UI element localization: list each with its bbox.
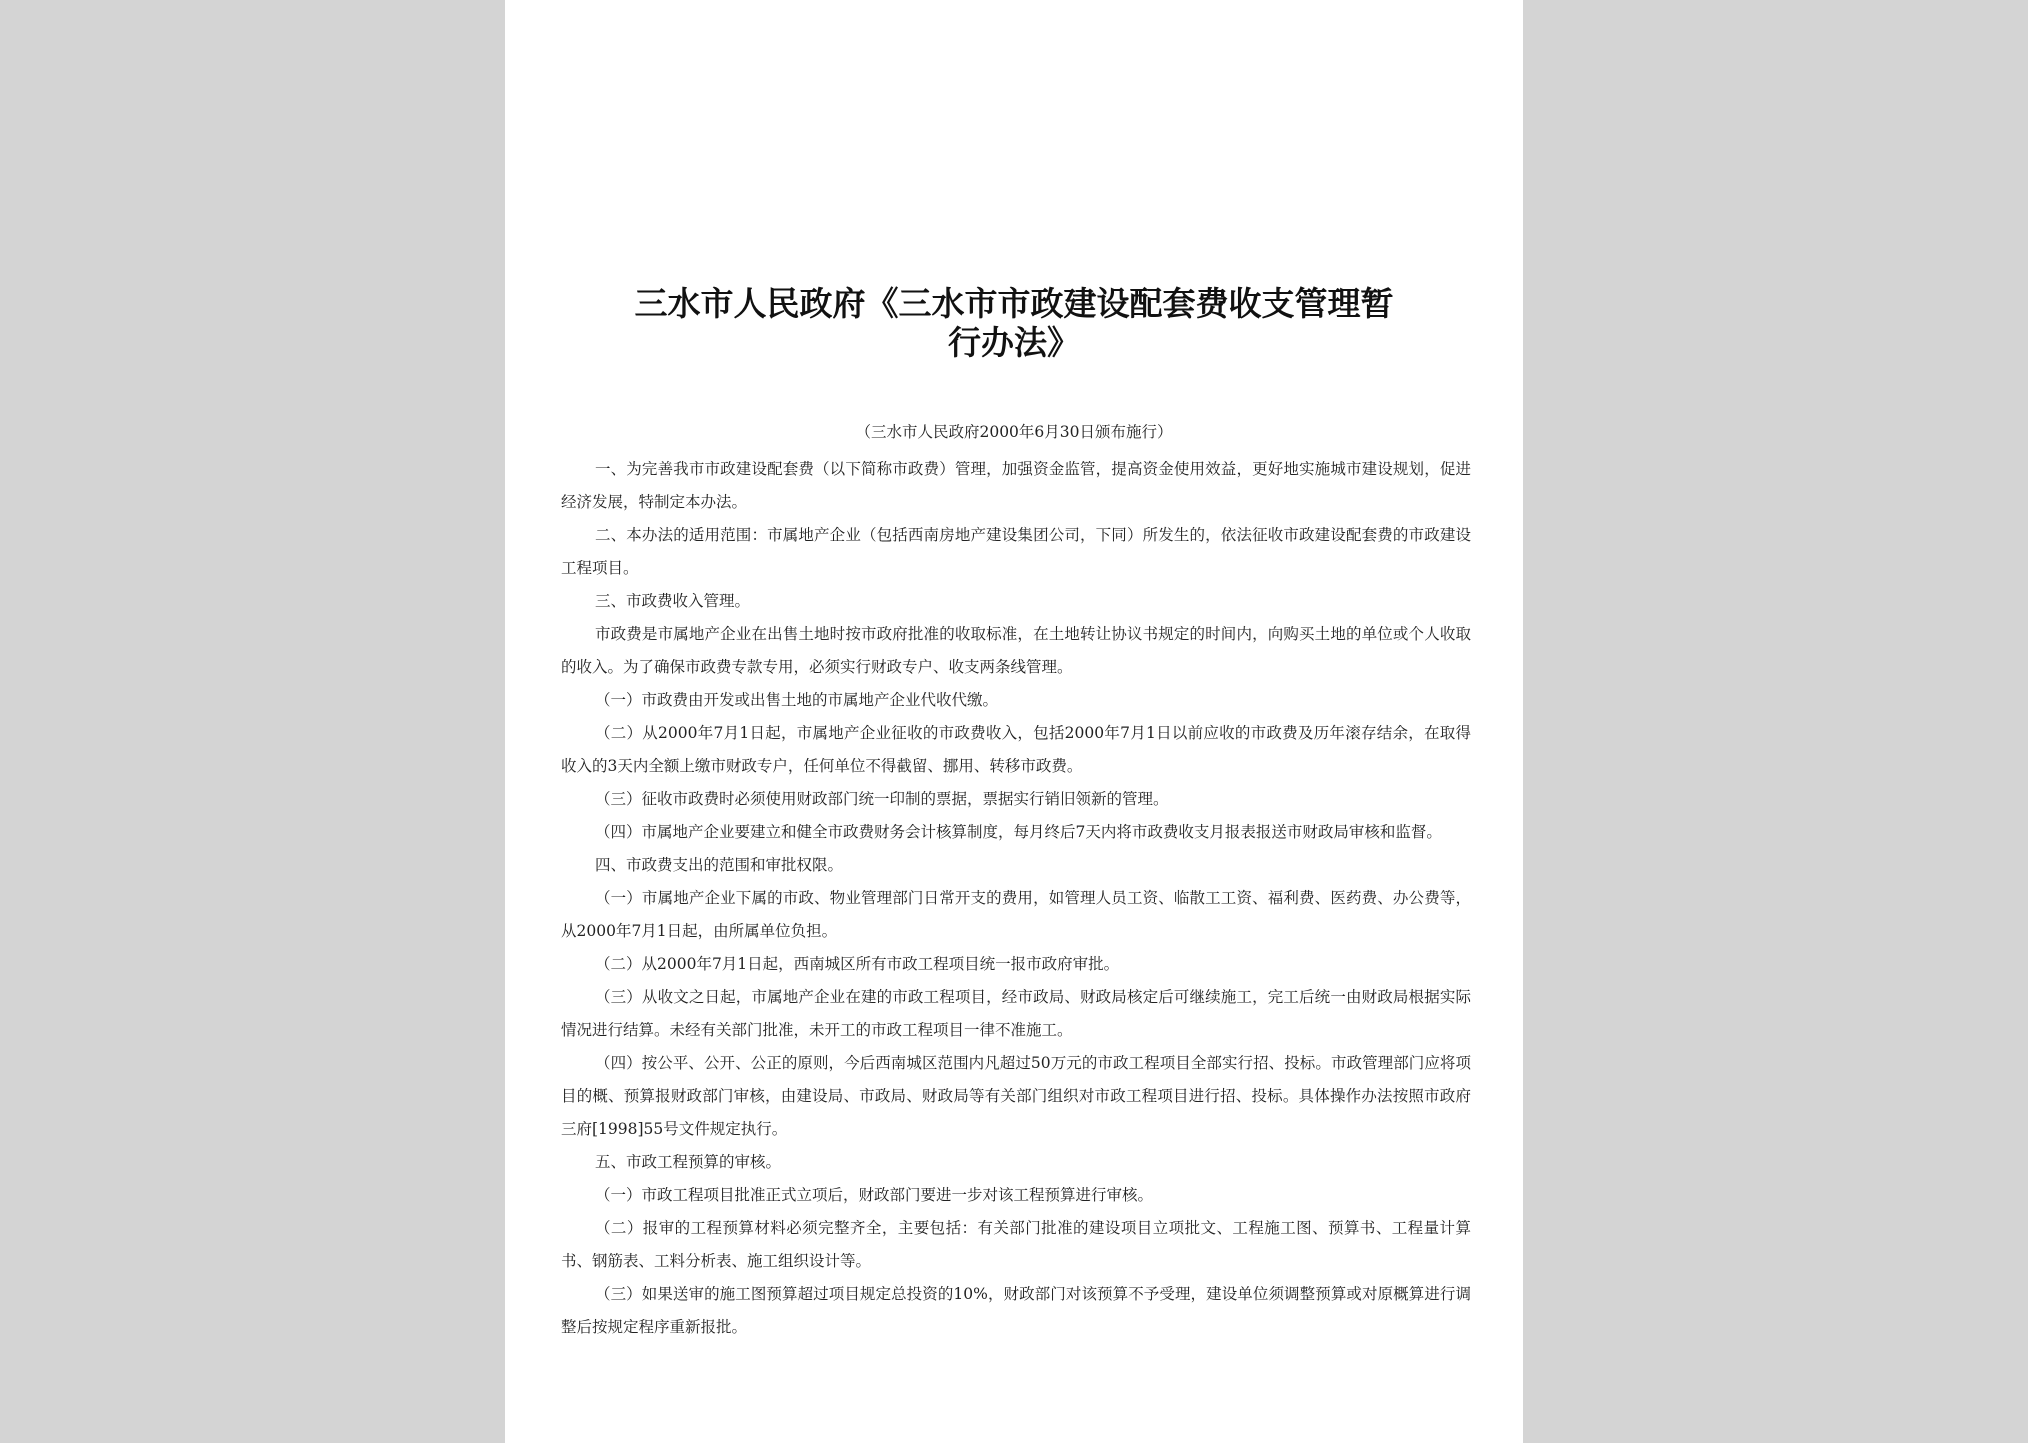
section-heading-3: 三、市政费收入管理。	[595, 592, 751, 610]
title-line-2: 行办法》	[948, 323, 1080, 363]
section-heading-4: 四、市政费支出的范围和审批权限。	[595, 856, 844, 874]
paragraph-3-intro: 市政费是市属地产企业在出售土地时按市政府批准的收取标准，在土地转让协议书规定的时间内，向购买土地的单位或个人收取的收入。为了确保市政费专款专用，必须实行财政专户、收支两条线管理。	[561, 625, 1471, 676]
paragraph-1: 一、为完善我市市政建设配套费（以下简称市政费）管理，加强资金监管，提高资金使用效益，更好地实施城市建设规划，促进经济发展，特制定本办法。	[561, 460, 1471, 511]
paragraph-5-3: （三）如果送审的施工图预算超过项目规定总投资的10%，财政部门对该预算不予受理，建设单位须调整预算或对原概算进行调整后按规定程序重新报批。	[561, 1285, 1471, 1336]
paragraph-3-3: （三）征收市政费时必须使用财政部门统一印制的票据，票据实行销旧领新的管理。	[595, 790, 1169, 808]
paragraph-4-4: （四）按公平、公开、公正的原则，今后西南城区范围内凡超过50万元的市政工程项目全部实行招、投标。市政管理部门应将项目的概、预算报财政部门审核，由建设局、市政局、财政局等有关部门组织对市政工程项目进行招、投标。具体操作办法按照市政府三府[1998]55号文件规定执行。	[561, 1054, 1471, 1138]
paragraph-4-1: （一）市属地产企业下属的市政、物业管理部门日常开支的费用，如管理人员工资、临散工工资、福利费、医药费、办公费等，从2000年7月1日起，由所属单位负担。	[561, 889, 1471, 940]
paragraph-3-4: （四）市属地产企业要建立和健全市政费财务会计核算制度，每月终后7天内将市政费收支月报表报送市财政局审核和监督。	[595, 823, 1442, 841]
document-title	[505, 284, 1523, 362]
paragraph-2: 二、本办法的适用范围：市属地产企业（包括西南房地产建设集团公司，下同）所发生的，依法征收市政建设配套费的市政建设工程项目。	[561, 526, 1471, 577]
paragraph-4-3: （三）从收文之日起，市属地产企业在建的市政工程项目，经市政局、财政局核定后可继续施工，完工后统一由财政局根据实际情况进行结算。未经有关部门批准，未开工的市政工程项目一律不准施工。	[561, 988, 1471, 1039]
paragraph-5-1: （一）市政工程项目批准正式立项后，财政部门要进一步对该工程预算进行审核。	[595, 1186, 1154, 1204]
title-line-1: 三水市人民政府《三水市市政建设配套费收支管理暂	[634, 284, 1394, 324]
section-heading-5: 五、市政工程预算的审核。	[595, 1153, 782, 1171]
paragraph-4-2: （二）从2000年7月1日起，西南城区所有市政工程项目统一报市政府审批。	[595, 955, 1120, 973]
paragraph-5-2: （二）报审的工程预算材料必须完整齐全，主要包括：有关部门批准的建设项目立项批文、工程施工图、预算书、工程量计算书、钢筋表、工料分析表、施工组织设计等。	[561, 1219, 1471, 1270]
paragraph-3-1: （一）市政费由开发或出售土地的市属地产企业代收代缴。	[595, 691, 999, 709]
document-page	[505, 0, 1523, 1443]
paragraph-3-2: （二）从2000年7月1日起，市属地产企业征收的市政费收入，包括2000年7月1日以前应收的市政费及历年滚存结余，在取得收入的3天内全额上缴市财政专户，任何单位不得截留、挪用、转移市政费。	[561, 724, 1471, 775]
promulgation-note: （三水市人民政府2000年6月30日颁布施行）	[855, 423, 1173, 441]
document-body	[561, 453, 1471, 1344]
